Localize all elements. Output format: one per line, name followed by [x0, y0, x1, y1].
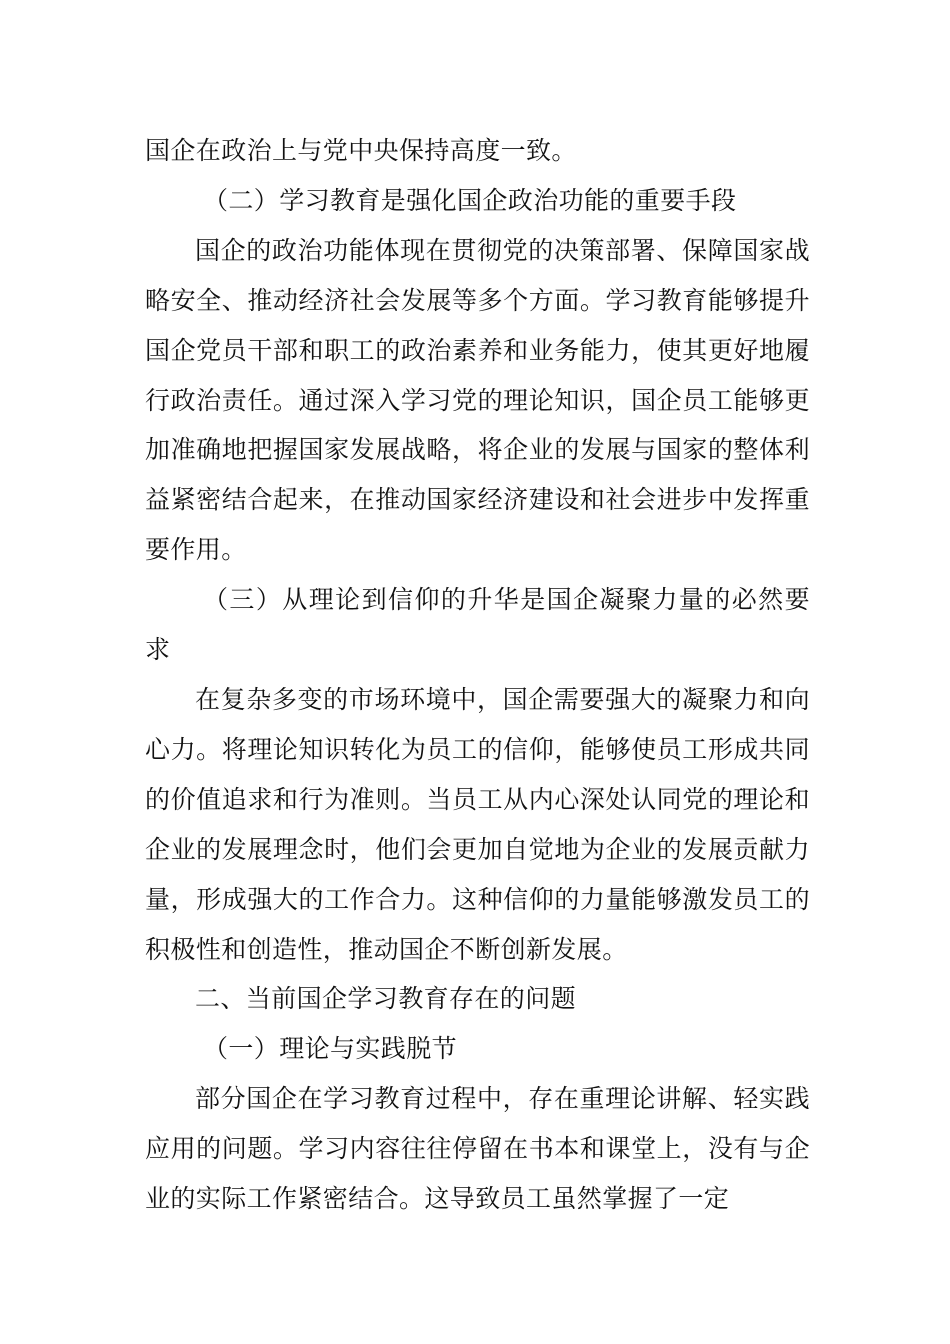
subheading-3: （三）从理论到信仰的升华是国企凝聚力量的必然要求: [145, 585, 810, 665]
subheading-problem-1: （一）理论与实践脱节: [203, 1034, 458, 1064]
paragraph-continuation: 国企在政治上与党中央保持高度一致。: [145, 136, 577, 165]
paragraph-cohesion: 在复杂多变的市场环境中，国企需要强大的凝聚力和向心力。将理论知识转化为员工的信仰，能够使员工形成共同的价值追求和行为准则。当员工从内心深处认同党的理论和企业的发展理念时，他们会更加自觉地为企业的发展贡献力量，形成强大的工作合力。这种信仰的力量能够激发员工的积极性和创造性，推动国企不断创新发展。: [145, 684, 810, 964]
paragraph-theory-practice: 部分国企在学习教育过程中，存在重理论讲解、轻实践应用的问题。学习内容往往停留在书本和课堂上，没有与企业的实际工作紧密结合。这导致员工虽然掌握了一定: [145, 1084, 810, 1214]
subheading-2: （二）学习教育是强化国企政治功能的重要手段: [203, 185, 737, 215]
section-heading-2: 二、当前国企学习教育存在的问题: [195, 984, 577, 1014]
paragraph-political-function: 国企的政治功能体现在贯彻党的决策部署、保障国家战略安全、推动经济社会发展等多个方面。学习教育能够提升国企党员干部和职工的政治素养和业务能力，使其更好地履行政治责任。通过深入学习党的理论知识，国企员工能够更加准确地把握国家发展战略，将企业的发展与国家的整体利益紧密结合起来，在推动国家经济建设和社会进步中发挥重要作用。: [145, 235, 810, 565]
document-body: [145, 126, 810, 1224]
